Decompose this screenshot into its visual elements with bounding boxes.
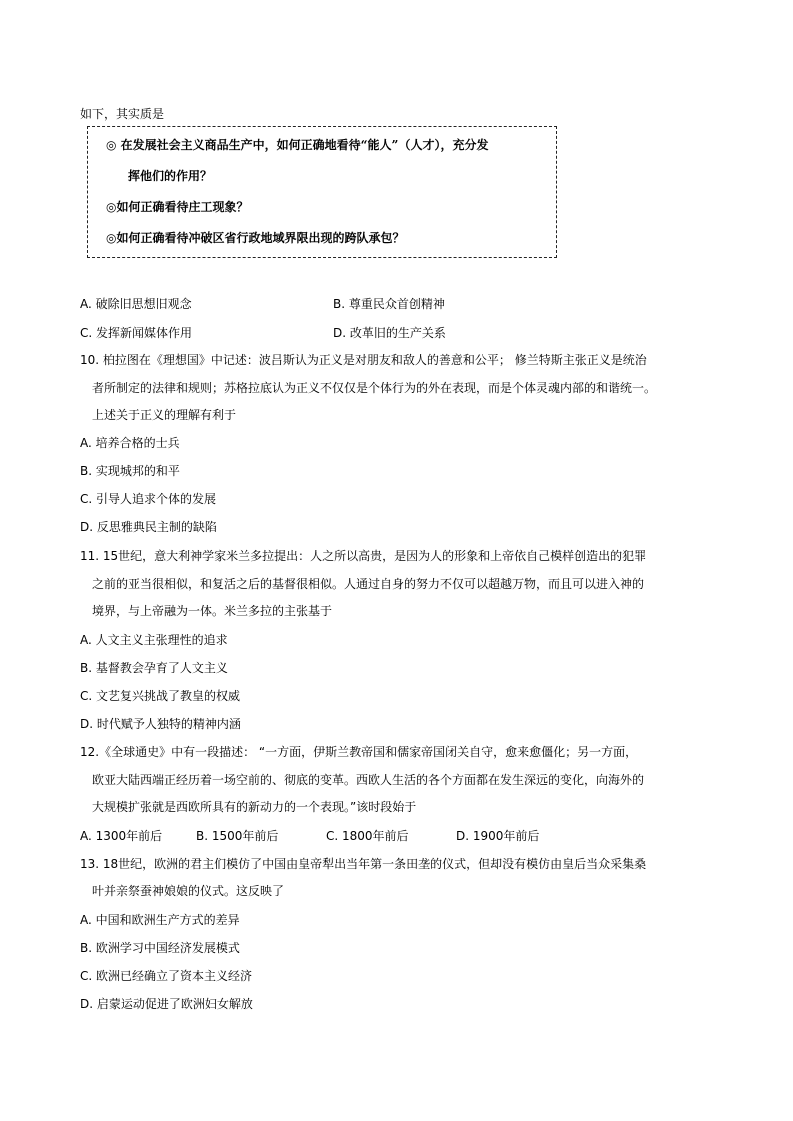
q10-option-a: A. 培养合格的士兵 — [80, 436, 180, 450]
q9-option-c: C. 发挥新闻媒体作用 — [80, 326, 193, 340]
q10-stem-line-1: 10. 柏拉图在《理想国》中记述：波吕斯认为正义是对朋友和敌人的善意和公平； 修兰特斯主张正义是统治 — [80, 353, 647, 367]
q10-option-d: D. 反思雅典民主制的缺陷 — [80, 520, 217, 534]
q12-stem-line-3: 大规模扩张就是西欧所具有的新动力的一个表现。”该时段始于 — [92, 800, 417, 814]
prompt-line-3: ◎如何正确看待庄工现象？ — [106, 200, 249, 214]
prompt-line-2: 挥他们的作用？ — [128, 169, 213, 183]
q10-option-b: B. 实现城邦的和平 — [80, 464, 180, 478]
q13-option-a: A. 中国和欧洲生产方式的差异 — [80, 913, 240, 927]
q11-stem-line-1: 11. 15世纪，意大利神学家米兰多拉提出：人之所以高贵，是因为人的形象和上帝依自己模样创造出的犯罪 — [80, 549, 647, 563]
q11-option-c: C. 文艺复兴挑战了教皇的权威 — [80, 689, 241, 703]
q12-option-b: B. 1500年前后 — [196, 829, 279, 843]
q9-option-a: A. 破除旧思想旧观念 — [80, 297, 192, 311]
question-prompt-box — [87, 126, 557, 258]
intro-text: 如下，其实质是 — [80, 107, 165, 121]
prompt-line-1: ◎ 在发展社会主义商品生产中，如何正确地看待“能人”（人才），充分发 — [106, 138, 489, 152]
q9-option-b: B. 尊重民众首创精神 — [333, 297, 445, 311]
q12-stem-line-1: 12.《全球通史》中有一段描述： “一方面，伊斯兰教帝国和儒家帝国闭关自守，愈来愈僵化；另一方面， — [80, 745, 638, 759]
q10-stem-line-3: 上述关于正义的理解有利于 — [92, 408, 237, 422]
q13-stem-line-2: 叶并亲祭蚕神娘娘的仪式。这反映了 — [92, 884, 285, 898]
q11-stem-line-3: 境界，与上帝融为一体。米兰多拉的主张基于 — [92, 604, 333, 618]
q13-stem-line-1: 13. 18世纪，欧洲的君主们模仿了中国由皇帝犁出当年第一条田垄的仪式，但却没有模仿由皇后当众采集桑 — [80, 857, 647, 871]
q12-stem-line-2: 欧亚大陆西端正经历着一场空前的、彻底的变革。西欧人生活的各个方面都在发生深远的变化，向海外的 — [92, 773, 645, 787]
q13-option-c: C. 欧洲已经确立了资本主义经济 — [80, 969, 253, 983]
q11-option-a: A. 人文主义主张理性的追求 — [80, 633, 228, 647]
q9-option-d: D. 改革旧的生产关系 — [333, 326, 446, 340]
q11-option-d: D. 时代赋予人独特的精神内涵 — [80, 717, 241, 731]
q13-option-b: B. 欧洲学习中国经济发展模式 — [80, 941, 240, 955]
prompt-line-4: ◎如何正确看待冲破区省行政地域界限出现的跨队承包？ — [106, 231, 405, 245]
q11-stem-line-2: 之前的亚当很相似，和复活之后的基督很相似。人通过自身的努力不仅可以超越万物，而且可以进入神的 — [92, 577, 645, 591]
q12-option-d: D. 1900年前后 — [456, 829, 540, 843]
q12-option-c: C. 1800年前后 — [326, 829, 409, 843]
q10-option-c: C. 引导人追求个体的发展 — [80, 492, 217, 506]
q13-option-d: D. 启蒙运动促进了欧洲妇女解放 — [80, 997, 253, 1011]
q11-option-b: B. 基督教会孕育了人文主义 — [80, 661, 228, 675]
q12-option-a: A. 1300年前后 — [80, 829, 163, 843]
q10-stem-line-2: 者所制定的法律和规则；苏格拉底认为正义不仅仅是个体行为的外在表现，而是个体灵魂内部的和谐统一。 — [92, 381, 657, 395]
